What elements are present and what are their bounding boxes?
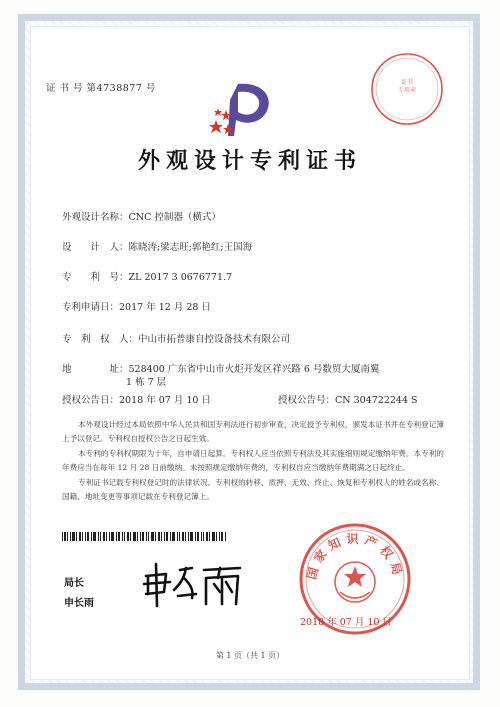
certificate-title: 外观设计专利证书: [137, 148, 362, 174]
pub-number-value: CN 304722244 S: [335, 395, 418, 406]
certificate-number: 证 书 号 第4738877 号: [46, 83, 156, 94]
page-number: 第 1 页（共 1 页）: [215, 651, 285, 660]
certificate-statement: [62, 418, 444, 505]
field-designers: [62, 241, 252, 254]
field-value: 2017 年 12 月 28 日: [119, 302, 211, 313]
issue-date: 2018 年 07 月 10 日: [300, 617, 392, 628]
grant-date-value: 2018 年 07 月 10 日: [119, 395, 211, 406]
field-address: [62, 363, 379, 376]
field-value: 陈晓涛;梁志旺;郭艳红;王国海: [128, 242, 253, 253]
grant-announcement-date: [62, 394, 211, 407]
field-label: 专 利 号：: [62, 272, 129, 283]
field-label: 专 利 权 人：: [62, 334, 139, 345]
barcode-icon: [62, 532, 227, 541]
seal-inscription: 国家知识产权局: [304, 532, 406, 582]
statement-paragraph: 专利证书记载专利权登记时的法律状况。专利权的转移、质押、无效、终止、恢复和专利权人的姓名或名称、国籍、地址变更等事项记载在专利登记簿上。: [62, 478, 444, 501]
field-value: CNC 控制器（横式）: [128, 212, 221, 223]
field-value: ZL 2017 3 0676771.7: [128, 272, 233, 283]
field-label: 地 址：: [62, 364, 129, 375]
statement-paragraph: 本外观设计经过本局依照中华人民共和国专利法进行初步审查，决定授予专利权，颁发本证书并在专利登记簿上予以登记。专利权自授权公告之日起生效。: [62, 420, 444, 443]
signatory-role: 局长: [64, 578, 84, 589]
field-label: 外观设计名称：: [62, 212, 129, 223]
handwritten-signature-icon: [140, 560, 250, 610]
field-application-date: [62, 301, 211, 314]
svg-text:专用章: 专用章: [397, 87, 417, 94]
field-value: 中山市拓普康自控设备技术有限公司: [138, 334, 291, 345]
grant-announcement-number: [278, 394, 418, 407]
statement-paragraph: 本专利的专利权期限为十年，自申请日起算。专利权人应当依照专利法及其实施细则规定缴纳年费。本专利的年费应当在每年 12 月 28 日前缴纳。未按照规定缴纳年费的，专利权自应当缴纳年费期满之日起终止。: [62, 449, 444, 472]
patent-office-seal-icon: [368, 50, 446, 128]
field-label: 设 计 人：: [62, 242, 129, 253]
field-patentee: [62, 333, 290, 346]
cnipa-logo-icon: [208, 80, 278, 138]
field-design-name: [62, 211, 221, 224]
svg-text:证书: 证书: [400, 79, 414, 86]
field-value: 528400 广东省中山市火炬开发区祥兴路 6 号数贸大厦南翼: [128, 364, 380, 375]
pub-number-label: 授权公告号：: [278, 395, 336, 406]
field-address-line2: 1 栋 7 层: [126, 377, 167, 388]
field-label: 专利申请日：: [62, 302, 120, 313]
signatory-name: 申长雨: [64, 598, 94, 609]
grant-date-label: 授权公告日：: [62, 395, 120, 406]
field-patent-number: [62, 271, 232, 284]
